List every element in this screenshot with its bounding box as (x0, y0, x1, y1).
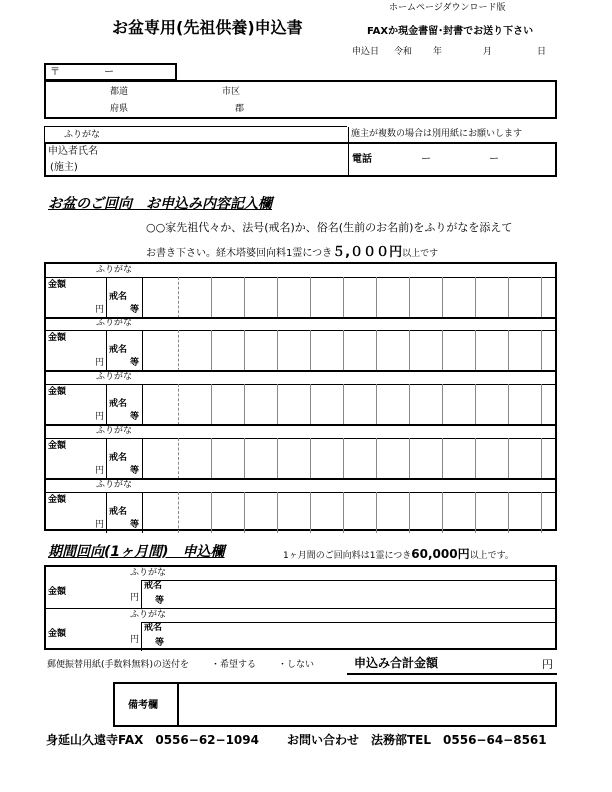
name-cell-divider (541, 384, 542, 425)
period-entry-row (46, 609, 557, 651)
name-cell-divider (244, 438, 245, 479)
row-yen-label: 円 (95, 412, 105, 422)
remarks-field[interactable] (113, 682, 557, 727)
name-cell-divider (211, 438, 212, 479)
remarks-divider (177, 684, 179, 727)
rule (142, 492, 143, 533)
name-cell-divider (508, 438, 509, 479)
rule (44, 126, 45, 143)
name-cell-divider (376, 330, 377, 371)
name-cell-divider (277, 330, 278, 371)
name-cell-divider (376, 492, 377, 533)
name-cell-divider (541, 438, 542, 479)
prefecture-label-top: 都道 (110, 87, 129, 97)
row-amount-label: 金額 (48, 587, 67, 597)
rule (106, 277, 107, 318)
name-cell-divider (409, 438, 410, 479)
footer-fax: 身延山久遠寺FAX 0556−62−1094 (46, 733, 259, 747)
row-furigana-label: ふりがな (96, 265, 133, 275)
name-cell-divider (508, 330, 509, 371)
row-tou-label: 等 (130, 305, 140, 315)
download-note: ホームページダウンロード版 (389, 3, 506, 13)
name-cell-divider (277, 277, 278, 318)
name-cell-divider (409, 277, 410, 318)
rule (141, 580, 557, 581)
name-cell-divider (244, 330, 245, 371)
name-cell-divider (376, 277, 377, 318)
name-cell-divider (178, 492, 179, 533)
row-kaimyo-label: 戒名 (109, 345, 128, 355)
row-kaimyo-label: 戒名 (109, 399, 128, 409)
row-yen-label: 円 (95, 305, 105, 315)
name-cell-divider (475, 330, 476, 371)
rule (46, 384, 557, 385)
postal-code-field[interactable] (44, 63, 177, 81)
applicant-name-label: 申込者氏名 (48, 146, 98, 157)
name-cell-divider (442, 438, 443, 479)
obon-price: ５,０００円 (332, 245, 403, 260)
name-cell-divider (475, 384, 476, 425)
row-yen-label: 円 (95, 520, 105, 530)
obon-entry-row (46, 264, 557, 318)
name-cell-divider (343, 384, 344, 425)
name-cell-divider (409, 492, 410, 533)
postal-mark: 〒 (50, 67, 60, 78)
row-yen-label: 円 (130, 635, 140, 645)
row-furigana-label: ふりがな (130, 610, 167, 620)
name-cell-divider (178, 438, 179, 479)
row-kaimyo-label: 戒名 (144, 581, 163, 591)
name-cell-divider (211, 384, 212, 425)
period-section-heading: 期間回向(1ヶ月間) 申込欄 (48, 544, 225, 560)
rule (46, 330, 557, 331)
obon-instruction-line1: ○○家先祖代々か、法号(戒名)か、俗名(生前のお名前)をふりがなを添えて (146, 221, 513, 234)
row-kaimyo-label: 戒名 (144, 623, 163, 633)
postal-dash: ー (104, 67, 114, 78)
name-cell-divider (541, 330, 542, 371)
name-cell-divider (343, 438, 344, 479)
date-month: 月 (483, 47, 493, 57)
name-cell-divider (211, 277, 212, 318)
name-cell-divider (376, 438, 377, 479)
row-furigana-label: ふりがな (130, 568, 167, 578)
row-yen-label: 円 (95, 358, 105, 368)
name-cell-divider (541, 492, 542, 533)
name-cell-divider (442, 384, 443, 425)
form-title: お盆専用(先祖供養)申込書 (112, 18, 303, 37)
rule (46, 492, 557, 493)
rule (142, 384, 143, 425)
date-year: 年 (433, 47, 443, 57)
city-label-bottom: 郡 (235, 104, 245, 114)
name-cell-divider (178, 384, 179, 425)
name-cell-divider (310, 277, 311, 318)
date-day: 日 (537, 47, 547, 57)
applicant-name-field[interactable] (44, 142, 557, 177)
row-kaimyo-label: 戒名 (109, 292, 128, 302)
rule (46, 438, 557, 439)
applicant-name-sub: (施主) (50, 162, 78, 173)
applicant-furigana-label: ふりがな (64, 130, 101, 140)
name-cell-divider (475, 438, 476, 479)
name-cell-divider (178, 330, 179, 371)
address-field[interactable] (44, 80, 557, 119)
rule (142, 330, 143, 371)
postal-transfer-yes[interactable]: ・希望する (211, 660, 257, 670)
name-cell-divider (409, 330, 410, 371)
multiple-applicant-note: 施主が複数の場合は別用紙にお願いします (351, 129, 523, 139)
period-note (283, 548, 514, 561)
name-cell-divider (277, 438, 278, 479)
postal-transfer-text: 郵便振替用紙(手数料無料)の送付を (47, 660, 190, 670)
send-note: FAXか現金書留･封書でお送り下さい (367, 26, 534, 37)
row-tou-label: 等 (130, 466, 140, 476)
row-furigana-label: ふりがな (96, 480, 133, 490)
name-cell-divider (244, 384, 245, 425)
phone-label: 電話 (352, 154, 372, 165)
period-note-suffix: 以上です。 (469, 551, 514, 561)
name-cell-divider (442, 277, 443, 318)
name-cell-divider (343, 492, 344, 533)
footer-contact: お問い合わせ 法務部TEL 0556−64−8561 (287, 733, 547, 747)
name-cell-divider (475, 277, 476, 318)
name-cell-divider (541, 277, 542, 318)
row-tou-label: 等 (130, 412, 140, 422)
row-furigana-label: ふりがな (96, 372, 133, 382)
obon-section-heading: お盆のご回向 お申込み内容記入欄 (48, 196, 272, 212)
name-cell-divider (508, 492, 509, 533)
rule (141, 580, 142, 609)
row-tou-label: 等 (155, 596, 165, 606)
rule (142, 277, 143, 318)
period-price: 60,000円 (411, 547, 470, 561)
name-cell-divider (244, 277, 245, 318)
name-cell-divider (343, 277, 344, 318)
row-tou-label: 等 (130, 520, 140, 530)
name-cell-divider (508, 277, 509, 318)
name-cell-divider (310, 492, 311, 533)
obon-entry-table (44, 262, 557, 531)
rule (106, 330, 107, 371)
row-kaimyo-label: 戒名 (109, 453, 128, 463)
rule (106, 492, 107, 533)
name-cell-divider (310, 438, 311, 479)
row-amount-label: 金額 (48, 387, 67, 397)
rule (106, 438, 107, 479)
obon-entry-row (46, 371, 557, 425)
name-cell-divider (310, 330, 311, 371)
obon-entry-row (46, 425, 557, 479)
date-label: 申込日 (352, 47, 380, 57)
row-amount-label: 金額 (48, 629, 67, 639)
row-amount-label: 金額 (48, 333, 67, 343)
name-cell-divider (211, 492, 212, 533)
period-entry-row (46, 567, 557, 609)
rule (142, 438, 143, 479)
name-cell-divider (211, 330, 212, 371)
prefecture-label-bottom: 府県 (110, 104, 129, 114)
name-cell-divider (376, 384, 377, 425)
phone-dash-1: ー (421, 154, 431, 165)
remarks-label: 備考欄 (128, 700, 158, 711)
rule (44, 126, 347, 127)
city-label-top: 市区 (222, 87, 241, 97)
total-amount-field[interactable] (347, 673, 557, 675)
row-kaimyo-label: 戒名 (109, 507, 128, 517)
name-cell-divider (442, 492, 443, 533)
row-amount-label: 金額 (48, 441, 67, 451)
postal-transfer-no[interactable]: ・しない (278, 660, 315, 670)
rule (141, 622, 142, 651)
row-amount-label: 金額 (48, 280, 67, 290)
row-tou-label: 等 (130, 358, 140, 368)
name-cell-divider (442, 330, 443, 371)
row-yen-label: 円 (130, 593, 140, 603)
phone-dash-2: ー (489, 154, 499, 165)
name-cell-divider (343, 330, 344, 371)
row-furigana-label: ふりがな (96, 426, 133, 436)
name-cell-divider (310, 384, 311, 425)
rule (46, 277, 557, 278)
total-amount-yen: 円 (542, 658, 553, 671)
total-amount-label: 申込み合計金額 (354, 656, 439, 670)
obon-price-suffix: 以上です (402, 249, 439, 259)
row-furigana-label: ふりがな (96, 318, 133, 328)
name-cell-divider (409, 384, 410, 425)
name-cell-divider (475, 492, 476, 533)
row-amount-label: 金額 (48, 495, 67, 505)
period-note-prefix: 1ヶ月間のご回向料は1霊につき (283, 551, 412, 561)
name-cell-divider (244, 492, 245, 533)
date-era: 令和 (394, 47, 413, 57)
applicant-divider (348, 127, 349, 177)
obon-instruction-text: お書き下さい。経木塔婆回向料1霊につき (146, 248, 333, 259)
obon-entry-row (46, 317, 557, 371)
rule (141, 622, 557, 623)
name-cell-divider (277, 384, 278, 425)
name-cell-divider (277, 492, 278, 533)
obon-instruction-line2 (146, 246, 438, 259)
name-cell-divider (508, 384, 509, 425)
name-cell-divider (178, 277, 179, 318)
row-yen-label: 円 (95, 466, 105, 476)
rule (106, 384, 107, 425)
obon-entry-row (46, 479, 557, 533)
row-tou-label: 等 (155, 638, 165, 648)
period-entry-table (44, 565, 557, 650)
